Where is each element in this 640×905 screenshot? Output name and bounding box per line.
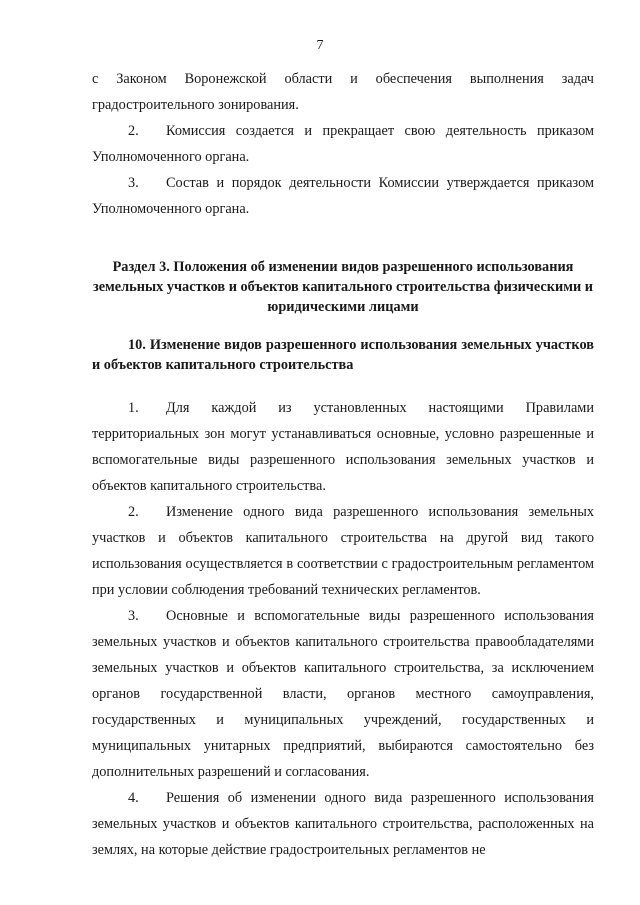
intro-paragraph-tail: с Законом Воронежской области и обеспечения выполнения задач градостроительного зонирования. xyxy=(92,71,594,113)
subsection-item-4 xyxy=(92,785,594,863)
subsection-item-number: 2. xyxy=(128,504,139,520)
subsection-item-number: 4. xyxy=(128,790,139,806)
subsection-item-text: Основные и вспомогательные виды разрешенного использования земельных участков и объектов капитального строительства правообладателями земельных участков и объектов капитального строительства, за исключением органов государственной власти, органов местного самоуправления, государственных и муниципальных учреждений, государственных и муниципальных унитарных предприятий, выбираются самостоятельно без дополнительных разрешений и согласования. xyxy=(92,608,594,780)
subsection-item-text: Изменение одного вида разрешенного использования земельных участков и объектов капитального строительства на другой вид такого использования осуществляется в соответствии с градостроительным регламентом при условии соблюдения требований технических регламентов. xyxy=(92,504,594,598)
section-title: Раздел 3. Положения об изменении видов разрешенного использования земельных участков и объектов капитального строительства физическими и юридическими лицами xyxy=(92,259,594,315)
intro-item-number: 2. xyxy=(128,123,139,139)
subsection-item-text: Решения об изменении одного вида разрешенного использования земельных участков и объектов капитального строительства, расположенных на землях, на которые действие градостроительных регламентов не xyxy=(92,790,594,858)
intro-item-2 xyxy=(92,118,594,170)
document-body xyxy=(92,66,594,863)
subsection-item-number: 3. xyxy=(128,608,139,624)
subsection-item-text: Для каждой из установленных настоящими Правилами территориальных зон могут устанавливаться основные, условно разрешенные и вспомогательные виды разрешенного использования земельных участков и объектов капитального строительства. xyxy=(92,400,594,494)
intro-item-text: Состав и порядок деятельности Комиссии утверждается приказом Уполномоченного органа. xyxy=(92,175,594,217)
intro-item-number: 3. xyxy=(128,175,139,191)
subsection-item-3 xyxy=(92,603,594,785)
subsection-title: 10. Изменение видов разрешенного использования земельных участков и объектов капитального строительства xyxy=(92,337,594,373)
subsection-item-number: 1. xyxy=(128,400,139,416)
subsection-item-1 xyxy=(92,395,594,499)
subsection-item-2 xyxy=(92,499,594,603)
intro-item-3 xyxy=(92,170,594,222)
intro-item-text: Комиссия создается и прекращает свою деятельность приказом Уполномоченного органа. xyxy=(92,123,594,165)
page-number: 7 xyxy=(316,38,324,53)
